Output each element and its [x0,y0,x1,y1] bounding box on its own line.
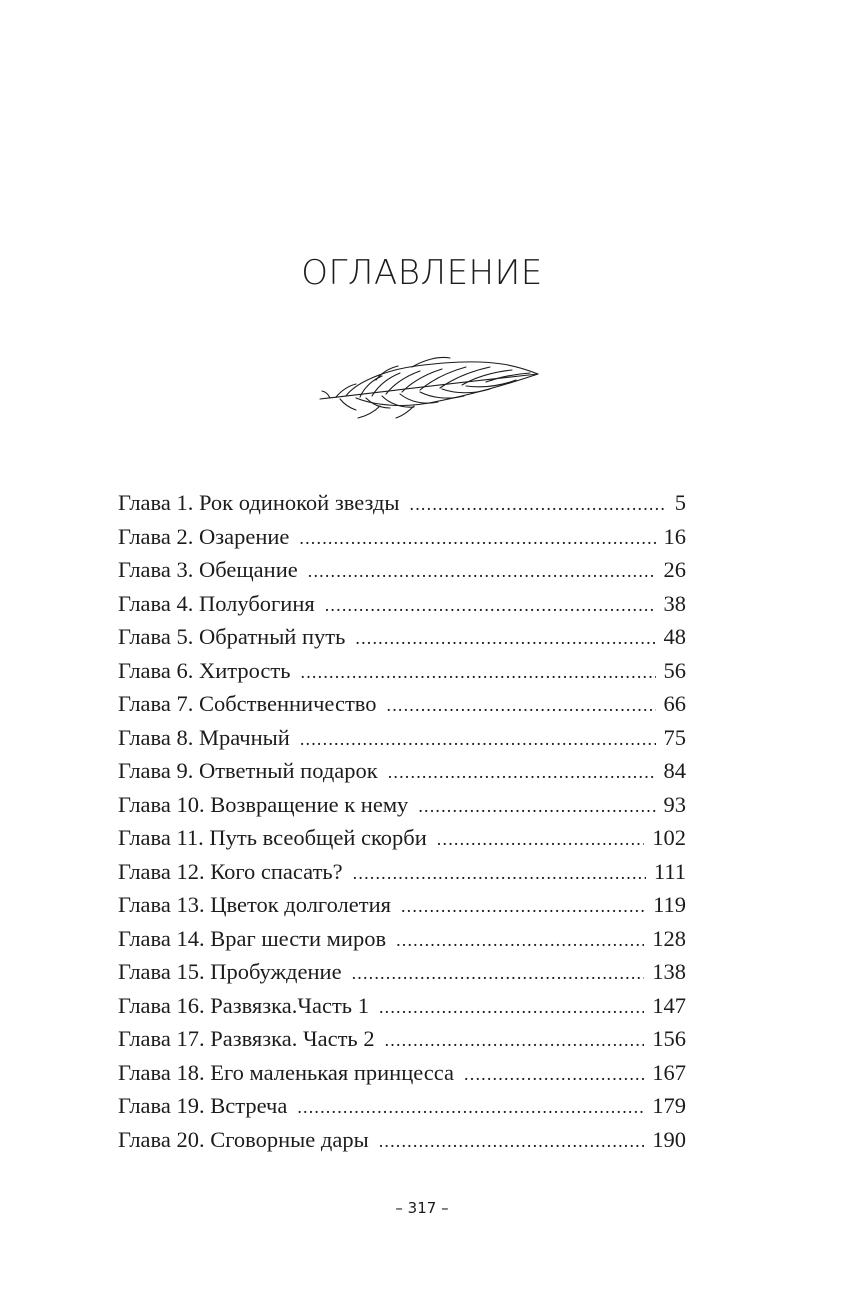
toc-entry-page: 75 [663,724,686,750]
toc-entry[interactable] [118,490,686,524]
toc-entry-page: 93 [663,791,686,817]
dot-leader [379,1131,645,1152]
toc-entry-title: Глава 12. Кого спасать? [118,858,343,884]
toc-entry[interactable] [118,892,686,926]
feather-icon [316,350,542,426]
toc-entry-title: Глава 19. Встреча [118,1093,288,1118]
toc-entry-title: Глава 17. Развязка. Часть 2 [118,1026,375,1051]
toc-entry-title: Глава 20. Сговорные дары [118,1126,369,1152]
toc-entry-page: 190 [652,1126,686,1152]
toc-entry-page: 26 [663,557,686,582]
dot-leader [352,963,645,984]
dot-leader [418,796,655,817]
dot-leader [379,997,644,1018]
dot-leader [355,628,655,649]
toc-entry[interactable] [118,993,686,1027]
toc-entry-page: 5 [674,490,686,515]
toc-entry-title: Глава 11. Путь всеобщей скорби [118,825,427,850]
toc-entry-page: 167 [652,1059,686,1085]
dot-leader [396,930,644,951]
toc-entry-title: Глава 3. Обещание [118,557,298,582]
toc-entry[interactable] [118,658,686,692]
toc-entry-page: 48 [663,624,686,649]
toc-entry-title: Глава 13. Цветок долголетия [118,892,391,917]
toc-entry-page: 66 [663,691,686,716]
table-of-contents [118,490,686,1160]
toc-entry[interactable] [118,691,686,725]
dot-leader [437,829,644,850]
toc-entry-page: 128 [652,925,686,951]
dot-leader [325,595,656,616]
toc-entry-title: Глава 8. Мрачный [118,724,290,750]
toc-entry-title: Глава 16. Развязка.Часть 1 [118,992,369,1018]
toc-entry[interactable] [118,758,686,792]
toc-entry-title: Глава 2. Озарение [118,523,290,549]
toc-entry[interactable] [118,725,686,759]
toc-entry[interactable] [118,624,686,658]
toc-entry[interactable] [118,1127,686,1161]
toc-entry-page: 111 [653,858,686,884]
toc-entry[interactable] [118,926,686,960]
toc-entry-page: 147 [652,992,686,1018]
toc-entry-title: Глава 1. Рок одинокой звезды [118,490,400,515]
toc-entry[interactable] [118,959,686,993]
page-number: – 317 – [395,1199,449,1217]
toc-entry-title: Глава 7. Собственничество [118,691,377,716]
toc-entry-title: Глава 4. Полубогиня [118,590,315,616]
toc-entry[interactable] [118,825,686,859]
toc-entry[interactable] [118,792,686,826]
toc-entry-title: Глава 18. Его маленькая принцесса [118,1059,455,1085]
toc-entry[interactable] [118,524,686,558]
toc-entry-title: Глава 14. Враг шести миров [118,925,387,951]
toc-entry[interactable] [118,1026,686,1060]
toc-entry-page: 119 [653,892,686,917]
dot-leader [410,494,667,515]
toc-entry-page: 179 [652,1093,686,1118]
dot-leader [388,762,656,783]
toc-entry-page: 16 [663,523,686,549]
toc-entry-page: 84 [663,758,686,783]
dot-leader [464,1064,644,1085]
dot-leader [301,662,656,683]
toc-entry-page: 138 [652,959,686,984]
toc-entry-page: 102 [652,825,686,850]
dot-leader [299,528,655,549]
toc-entry[interactable] [118,1093,686,1127]
dot-leader [385,1030,645,1051]
toc-entry-title: Глава 15. Пробуждение [118,959,342,984]
toc-entry[interactable] [118,859,686,893]
toc-entry-title: Глава 10. Возвращение к нему [118,791,409,817]
page-title: ОГЛАВЛЕНИЕ [301,253,543,293]
toc-entry-title: Глава 6. Хитрость [118,657,291,683]
dot-leader [297,1097,644,1118]
toc-entry[interactable] [118,1060,686,1094]
toc-entry-title: Глава 5. Обратный путь [118,624,346,649]
dot-leader [387,695,656,716]
dot-leader [353,863,646,884]
toc-entry-page: 56 [663,657,686,683]
toc-entry[interactable] [118,591,686,625]
toc-entry-title: Глава 9. Ответный подарок [118,758,378,783]
toc-entry[interactable] [118,557,686,591]
toc-entry-page: 156 [652,1026,686,1051]
toc-entry-page: 38 [663,590,686,616]
dot-leader [308,561,656,582]
dot-leader [300,729,656,750]
dot-leader [401,896,645,917]
